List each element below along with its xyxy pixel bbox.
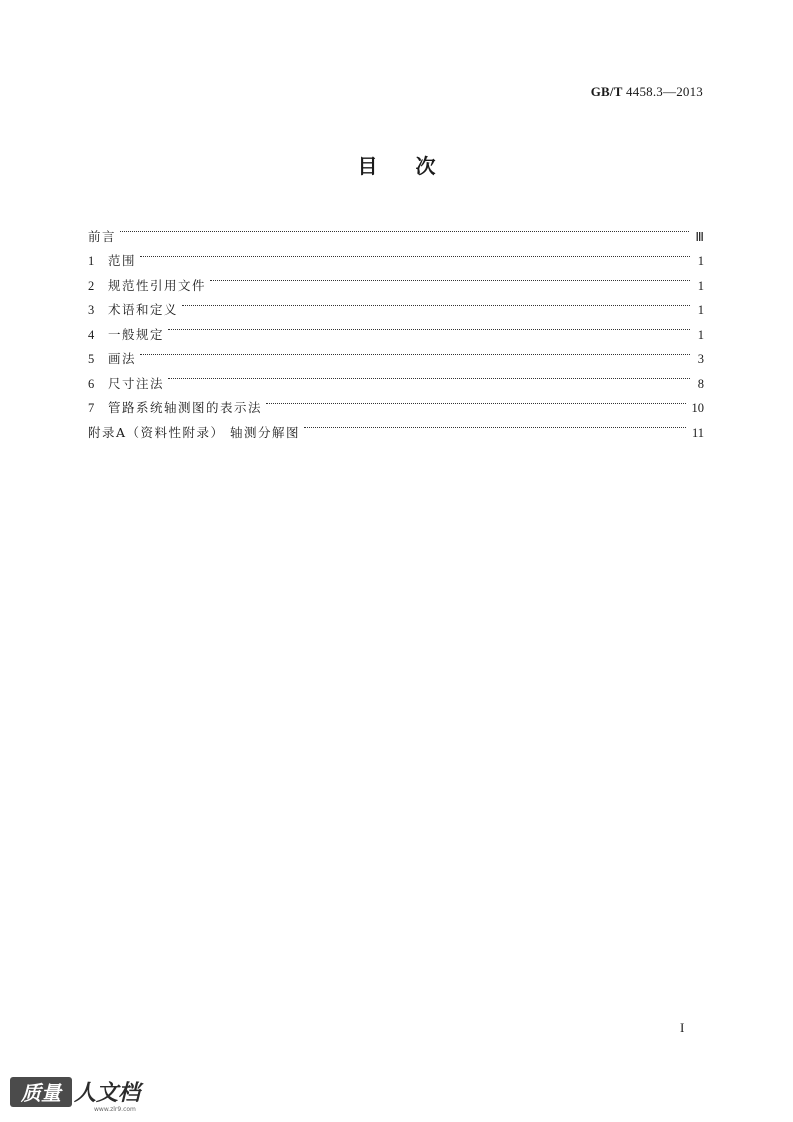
svg-text:人文档: 人文档 [74, 1081, 141, 1106]
page-title: 目次 [357, 154, 474, 178]
toc-item-label: 前言 [88, 228, 117, 244]
standard-code: 4458.3—2013 [622, 84, 703, 99]
toc-item-page: 11 [691, 425, 704, 440]
standard-number [591, 84, 703, 100]
toc-item-label: 术语和定义 [108, 302, 179, 317]
toc-item-page: Ⅲ [695, 229, 704, 244]
toc-leader-dots [140, 241, 690, 266]
toc-item-page: 1 [697, 254, 704, 268]
toc-item-page: 1 [697, 278, 704, 293]
toc-item-page: 10 [691, 401, 704, 415]
toc-leader-dots [304, 412, 686, 437]
toc-item-normative-references[interactable] [88, 265, 704, 293]
toc-item-label: 规范性引用文件 [108, 277, 207, 293]
toc-item-number: 1 [88, 254, 95, 268]
toc-item-dimensioning[interactable] [88, 363, 704, 391]
toc-item-label: 一般规定 [108, 326, 165, 342]
toc-item-number: 6 [88, 376, 95, 391]
toc-item-page: 1 [697, 327, 704, 342]
toc-item-number: 3 [88, 303, 95, 317]
toc-item-pipe-isometric[interactable] [88, 388, 704, 413]
toc-leader-dots [266, 388, 685, 413]
toc-item-drawing-method[interactable] [88, 339, 704, 364]
page-number: I [680, 1020, 685, 1035]
toc-leader-dots [182, 290, 690, 315]
toc-item-label: 范围 [108, 253, 137, 268]
toc-item-number: 2 [88, 278, 95, 293]
toc-item-foreword[interactable] [88, 216, 704, 244]
toc-item-number: 7 [88, 401, 95, 415]
toc-item-scope[interactable] [88, 241, 704, 266]
toc-leader-dots [210, 265, 690, 290]
toc-item-page: 8 [697, 376, 704, 391]
toc-item-label: 尺寸注法 [108, 375, 165, 391]
toc-leader-dots [168, 314, 690, 339]
toc-leader-dots [140, 339, 690, 364]
toc-leader-dots [168, 363, 690, 388]
standard-prefix: GB/T [590, 84, 623, 99]
toc-item-label: 管路系统轴测图的表示法 [108, 400, 263, 415]
toc-item-label: 附录A（资料性附录） 轴测分解图 [88, 424, 301, 440]
toc-item-page: 1 [697, 303, 704, 317]
toc-item-label: 画法 [108, 351, 137, 366]
table-of-contents [88, 216, 704, 440]
toc-item-number: 4 [88, 327, 95, 342]
toc-leader-dots [120, 216, 689, 241]
toc-item-page: 3 [697, 352, 704, 366]
svg-text:www.zlr9.com: www.zlr9.com [94, 1106, 136, 1113]
toc-item-number: 5 [88, 352, 95, 366]
svg-text:质量: 质量 [21, 1081, 61, 1105]
watermark-logo [8, 1073, 158, 1113]
toc-item-general-provisions[interactable] [88, 314, 704, 342]
